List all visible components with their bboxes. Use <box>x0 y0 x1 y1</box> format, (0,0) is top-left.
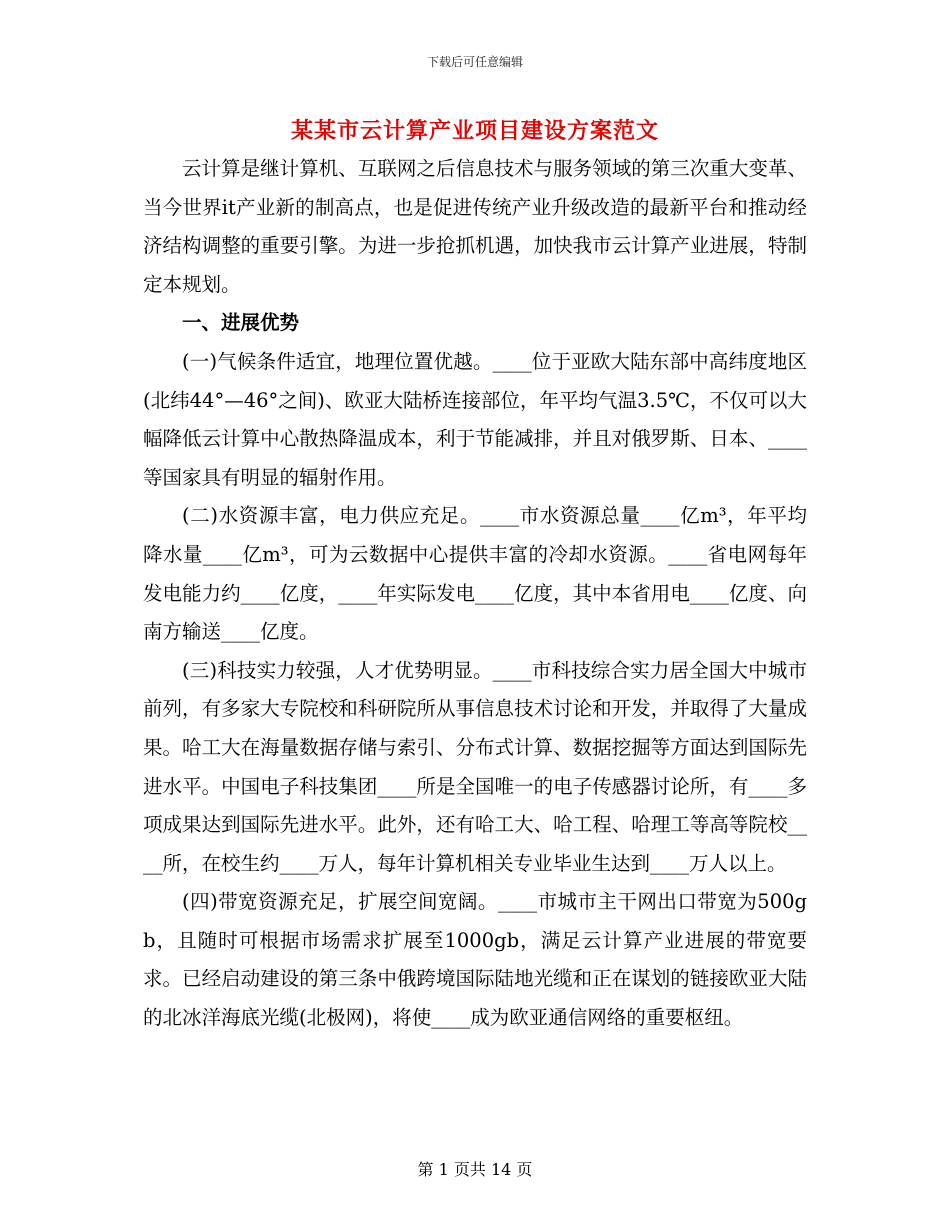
document-body <box>143 150 807 1038</box>
page-footer: 第 1 页共 14 页 <box>417 1160 533 1179</box>
paragraph-tech-talent: (三)科技实力较强，人才优势明显。____市科技综合实力居全国大中城市前列，有多家大专院校和科研院所从事信息技术讨论和开发，并取得了大量成果。哈工大在海量数据存储与索引、分布式计算、数据挖掘等方面达到国际先进水平。中国电子科技集团____所是全国唯一的电子传感器讨论所，有____多项成果达到国际先进水平。此外，还有哈工大、哈工程、哈理工等高等院校____所，在校生约____万人，每年计算机相关专业毕业生达到____万人以上。 <box>143 658 807 875</box>
document-title: 某某市云计算产业项目建设方案范文 <box>290 118 659 144</box>
page-header-note: 下载后可任意编辑 <box>426 55 523 69</box>
paragraph-bandwidth: (四)带宽资源充足，扩展空间宽阔。____市城市主干网出口带宽为500gb，且随时可根据市场需求扩展至1000gb，满足云计算产业进展的带宽要求。已经启动建设的第三条中俄跨境国际陆地光缆和正在谋划的链接欧亚大陆的北冰洋海底光缆(北极网)，将使____成为欧亚通信网络的重要枢纽。 <box>143 890 807 1030</box>
intro-paragraph: 云计算是继计算机、互联网之后信息技术与服务领域的第三次重大变革、当今世界it产业新的制高点，也是促进传统产业升级改造的最新平台和推动经济结构调整的重要引擎。为进一步抢抓机遇，加快我市云计算产业进展，特制定本规划。 <box>143 157 807 296</box>
section-heading: 一、进展优势 <box>182 311 300 335</box>
paragraph-water-power: (二)水资源丰富，电力供应充足。____市水资源总量____亿m³，年平均降水量____亿m³，可为云数据中心提供丰富的冷却水资源。____省电网每年发电能力约____亿度，____年实际发电____亿度，其中本省用电____亿度、向南方输送____亿度。 <box>143 504 807 644</box>
paragraph-climate: (一)气候条件适宜，地理位置优越。____位于亚欧大陆东部中高纬度地区(北纬44°—46°之间)、欧亚大陆桥连接部位，年平均气温3.5℃，不仅可以大幅降低云计算中心散热降温成本，利于节能减排，并且对俄罗斯、日本、____等国家具有明显的辐射作用。 <box>143 349 807 489</box>
